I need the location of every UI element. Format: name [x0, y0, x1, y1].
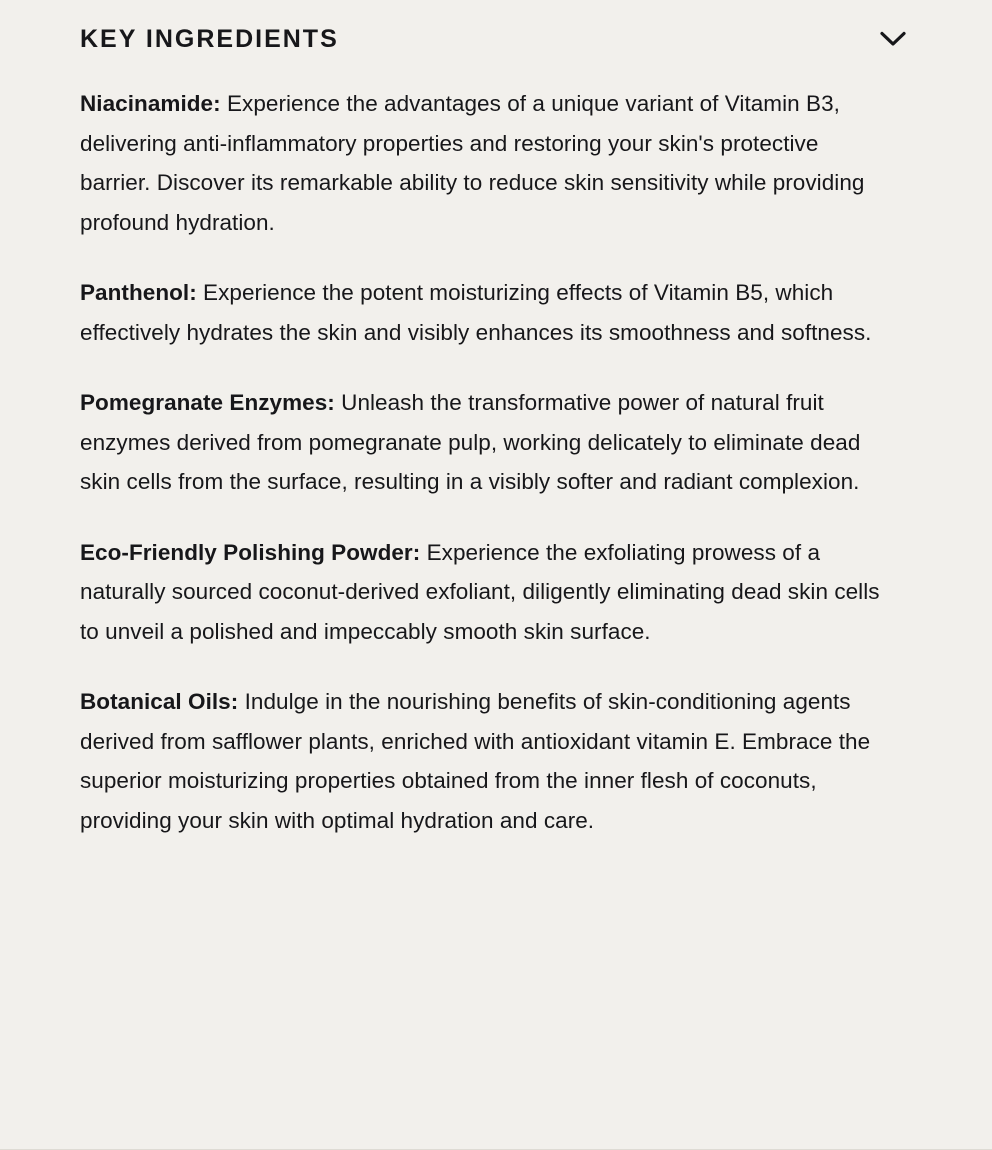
ingredient-term: Panthenol:: [80, 280, 197, 305]
ingredients-list: [80, 66, 912, 840]
page-title: KEY INGREDIENTS: [80, 25, 339, 53]
key-ingredients-accordion-header[interactable]: [80, 0, 912, 66]
ingredient-term: Pomegranate Enzymes:: [80, 390, 335, 415]
ingredient-description: Experience the advantages of a unique variant of Vitamin B3, delivering anti-inflammatory properties and restoring your skin's protective barrier. Discover its remarkable ability to reduce skin sensitivity while providing profound hydration.: [80, 91, 865, 235]
list-item: [80, 84, 892, 242]
chevron-down-icon[interactable]: [876, 22, 910, 56]
ingredient-description: Indulge in the nourishing benefits of skin-conditioning agents derived from safflower plants, enriched with antioxidant vitamin E. Embrace the superior moisturizing properties obtained from the inner flesh of coconuts, providing your skin with optimal hydration and care.: [80, 689, 871, 833]
list-item: [80, 682, 892, 840]
ingredient-description: Unleash the transformative power of natural fruit enzymes derived from pomegranate pulp, working delicately to eliminate dead skin cells from the surface, resulting in a visibly softer and radiant complexion.: [80, 390, 861, 494]
ingredient-term: Niacinamide:: [80, 91, 221, 116]
ingredient-description: Experience the exfoliating prowess of a naturally sourced coconut-derived exfoliant, diligently eliminating dead skin cells to unveil a polished and impeccably smooth skin surface.: [80, 539, 880, 644]
list-item: [80, 533, 892, 652]
ingredient-term: Eco-Friendly Polishing Powder:: [80, 539, 421, 565]
list-item: [80, 383, 892, 502]
ingredient-description: Experience the potent moisturizing effects of Vitamin B5, which effectively hydrates the skin and visibly enhances its smoothness and softness.: [80, 280, 872, 345]
ingredient-term: Botanical Oils:: [80, 689, 239, 714]
list-item: [80, 273, 892, 352]
